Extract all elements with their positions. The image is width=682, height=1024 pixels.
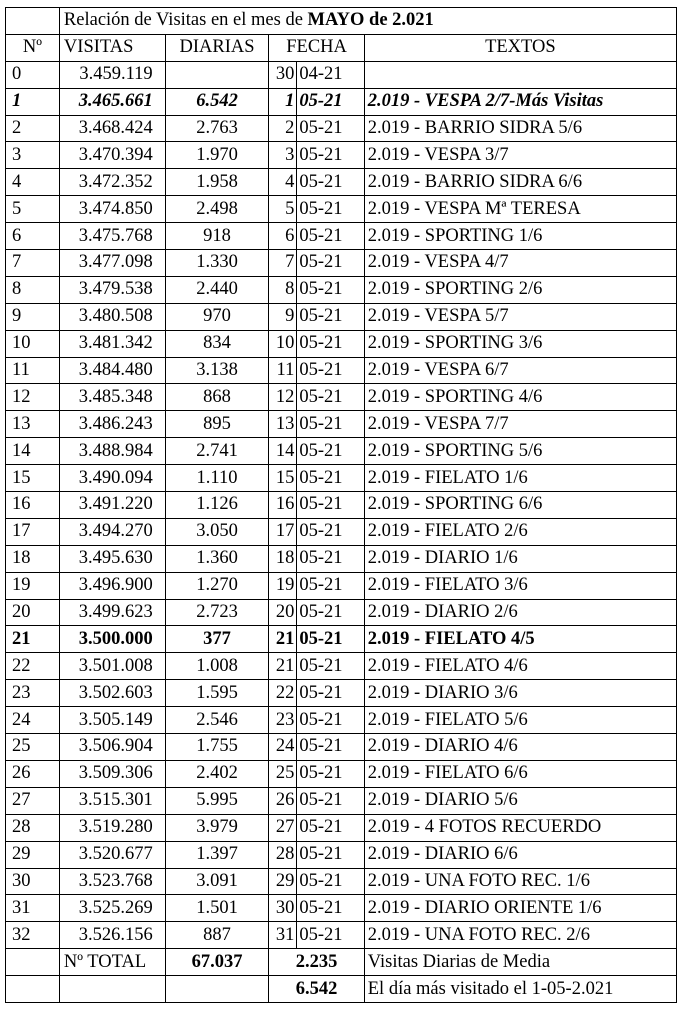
avg-text: Visitas Diarias de Media: [364, 949, 676, 976]
row-visitas: 3.472.352: [59, 169, 165, 196]
row-diarias: 1.501: [165, 895, 269, 922]
header-textos: TEXTOS: [364, 34, 676, 61]
row-visitas: 3.501.008: [59, 653, 165, 680]
row-diarias: 918: [165, 223, 269, 250]
row-day: 18: [269, 545, 297, 572]
row-visitas: 3.474.850: [59, 196, 165, 223]
row-day: 25: [269, 760, 297, 787]
row-diarias: 377: [165, 626, 269, 653]
row-diarias: 5.995: [165, 787, 269, 814]
row-texto: 2.019 - DIARIO 2/6: [364, 599, 676, 626]
row-number: 10: [6, 330, 60, 357]
row-visitas: 3.470.394: [59, 142, 165, 169]
row-day: 29: [269, 868, 297, 895]
row-number: 16: [6, 492, 60, 519]
row-diarias: 1.330: [165, 250, 269, 277]
header-diarias: DIARIAS: [165, 34, 269, 61]
row-visitas: 3.495.630: [59, 545, 165, 572]
row-number: 28: [6, 814, 60, 841]
row-number: 11: [6, 357, 60, 384]
table-row: [6, 465, 677, 492]
row-visitas: 3.484.480: [59, 357, 165, 384]
row-texto: 2.019 - VESPA 7/7: [364, 411, 676, 438]
row-month: 05-21: [297, 384, 364, 411]
row-day: 28: [269, 841, 297, 868]
row-number: 1: [6, 88, 60, 115]
row-month: 05-21: [297, 223, 364, 250]
row-number: 12: [6, 384, 60, 411]
row-day: 3: [269, 142, 297, 169]
row-visitas: 3.525.269: [59, 895, 165, 922]
row-diarias: 834: [165, 330, 269, 357]
table-row: [6, 61, 677, 88]
row-texto: 2.019 - DIARIO 5/6: [364, 787, 676, 814]
row-day: 27: [269, 814, 297, 841]
row-diarias: 2.741: [165, 438, 269, 465]
row-number: 8: [6, 276, 60, 303]
row-texto: 2.019 - UNA FOTO REC. 1/6: [364, 868, 676, 895]
row-diarias: 1.110: [165, 465, 269, 492]
row-visitas: 3.490.094: [59, 465, 165, 492]
row-month: 04-21: [297, 61, 364, 88]
row-month: 05-21: [297, 276, 364, 303]
table-row: [6, 492, 677, 519]
row-day: 10: [269, 330, 297, 357]
row-number: 20: [6, 599, 60, 626]
row-month: 05-21: [297, 196, 364, 223]
row-visitas: 3.509.306: [59, 760, 165, 787]
table-row: [6, 88, 677, 115]
total-value: 67.037: [165, 949, 269, 976]
row-number: 31: [6, 895, 60, 922]
row-day: 6: [269, 223, 297, 250]
row-texto: 2.019 - FIELATO 2/6: [364, 518, 676, 545]
row-month: 05-21: [297, 465, 364, 492]
row-day: 22: [269, 680, 297, 707]
table-row: [6, 518, 677, 545]
header-fecha: FECHA: [269, 34, 364, 61]
row-number: 27: [6, 787, 60, 814]
row-number: 22: [6, 653, 60, 680]
row-visitas: 3.486.243: [59, 411, 165, 438]
max-text: El día más visitado el 1-05-2.021: [364, 976, 676, 1003]
row-diarias: [165, 61, 269, 88]
row-diarias: 2.763: [165, 115, 269, 142]
row-diarias: 887: [165, 922, 269, 949]
row-month: 05-21: [297, 787, 364, 814]
row-number: 0: [6, 61, 60, 88]
total-row: [6, 949, 677, 976]
row-month: 05-21: [297, 545, 364, 572]
row-texto: 2.019 - 4 FOTOS RECUERDO: [364, 814, 676, 841]
row-number: 24: [6, 707, 60, 734]
row-month: 05-21: [297, 357, 364, 384]
table-row: [6, 169, 677, 196]
row-number: 29: [6, 841, 60, 868]
max-value: 6.542: [269, 976, 364, 1003]
row-diarias: 1.270: [165, 572, 269, 599]
row-day: 30: [269, 61, 297, 88]
row-diarias: 2.402: [165, 760, 269, 787]
table-row: [6, 330, 677, 357]
table-row: [6, 142, 677, 169]
row-month: 05-21: [297, 411, 364, 438]
row-texto: 2.019 - SPORTING 3/6: [364, 330, 676, 357]
row-diarias: 2.440: [165, 276, 269, 303]
row-visitas: 3.477.098: [59, 250, 165, 277]
row-texto: 2.019 - FIELATO 6/6: [364, 760, 676, 787]
row-day: 9: [269, 303, 297, 330]
row-visitas: 3.475.768: [59, 223, 165, 250]
row-diarias: 895: [165, 411, 269, 438]
row-month: 05-21: [297, 115, 364, 142]
row-texto: 2.019 - SPORTING 4/6: [364, 384, 676, 411]
row-day: 21: [269, 626, 297, 653]
row-day: 4: [269, 169, 297, 196]
row-visitas: 3.506.904: [59, 734, 165, 761]
table-row: [6, 599, 677, 626]
row-diarias: 6.542: [165, 88, 269, 115]
row-visitas: 3.459.119: [59, 61, 165, 88]
row-day: 31: [269, 922, 297, 949]
header-row: [6, 34, 677, 61]
row-visitas: 3.496.900: [59, 572, 165, 599]
row-month: 05-21: [297, 760, 364, 787]
table-row: [6, 384, 677, 411]
row-number: 15: [6, 465, 60, 492]
table-row: [6, 653, 677, 680]
row-texto: 2.019 - DIARIO 6/6: [364, 841, 676, 868]
table-row: [6, 680, 677, 707]
table-row: [6, 357, 677, 384]
row-texto: 2.019 - SPORTING 1/6: [364, 223, 676, 250]
visits-sheet: [5, 7, 677, 1003]
row-texto: 2.019 - BARRIO SIDRA 5/6: [364, 115, 676, 142]
row-month: 05-21: [297, 142, 364, 169]
row-texto: 2.019 - DIARIO 1/6: [364, 545, 676, 572]
row-month: 05-21: [297, 492, 364, 519]
row-visitas: 3.465.661: [59, 88, 165, 115]
table-row: [6, 841, 677, 868]
total-label: Nº TOTAL: [59, 949, 165, 976]
table-row: [6, 276, 677, 303]
row-diarias: 1.970: [165, 142, 269, 169]
row-diarias: 3.050: [165, 518, 269, 545]
row-diarias: 970: [165, 303, 269, 330]
table-row: [6, 626, 677, 653]
row-number: 13: [6, 411, 60, 438]
row-visitas: 3.499.623: [59, 599, 165, 626]
title-emphasis: MAYO de 2.021: [307, 10, 434, 31]
row-visitas: 3.481.342: [59, 330, 165, 357]
table-row: [6, 411, 677, 438]
table-row: [6, 787, 677, 814]
row-diarias: 3.979: [165, 814, 269, 841]
row-number: 3: [6, 142, 60, 169]
row-month: 05-21: [297, 88, 364, 115]
row-day: 20: [269, 599, 297, 626]
row-diarias: 2.498: [165, 196, 269, 223]
row-number: 25: [6, 734, 60, 761]
row-month: 05-21: [297, 707, 364, 734]
row-texto: 2.019 - DIARIO 4/6: [364, 734, 676, 761]
table-title: [59, 8, 676, 35]
row-diarias: 1.958: [165, 169, 269, 196]
row-day: 7: [269, 250, 297, 277]
row-month: 05-21: [297, 518, 364, 545]
row-texto: 2.019 - VESPA 5/7: [364, 303, 676, 330]
row-month: 05-21: [297, 680, 364, 707]
row-texto: 2.019 - VESPA Mª TERESA: [364, 196, 676, 223]
row-number: 19: [6, 572, 60, 599]
table-row: [6, 223, 677, 250]
row-texto: 2.019 - FIELATO 5/6: [364, 707, 676, 734]
row-diarias: 3.091: [165, 868, 269, 895]
row-day: 13: [269, 411, 297, 438]
row-diarias: 2.546: [165, 707, 269, 734]
row-texto: 2.019 - VESPA 2/7-Más Visitas: [364, 88, 676, 115]
row-day: 30: [269, 895, 297, 922]
row-visitas: 3.520.677: [59, 841, 165, 868]
row-diarias: 868: [165, 384, 269, 411]
row-texto: 2.019 - FIELATO 1/6: [364, 465, 676, 492]
row-day: 26: [269, 787, 297, 814]
row-month: 05-21: [297, 169, 364, 196]
table-row: [6, 707, 677, 734]
row-month: 05-21: [297, 922, 364, 949]
row-day: 2: [269, 115, 297, 142]
row-number: 17: [6, 518, 60, 545]
row-day: 17: [269, 518, 297, 545]
row-visitas: 3.479.538: [59, 276, 165, 303]
row-texto: 2.019 - DIARIO 3/6: [364, 680, 676, 707]
table-row: [6, 572, 677, 599]
row-texto: 2.019 - BARRIO SIDRA 6/6: [364, 169, 676, 196]
visits-table: [5, 7, 677, 1003]
row-visitas: 3.523.768: [59, 868, 165, 895]
row-texto: 2.019 - FIELATO 3/6: [364, 572, 676, 599]
row-visitas: 3.502.603: [59, 680, 165, 707]
table-row: [6, 734, 677, 761]
row-visitas: 3.515.301: [59, 787, 165, 814]
avg-value: 2.235: [269, 949, 364, 976]
row-day: 19: [269, 572, 297, 599]
row-number: 32: [6, 922, 60, 949]
row-month: 05-21: [297, 734, 364, 761]
row-month: 05-21: [297, 438, 364, 465]
row-number: 7: [6, 250, 60, 277]
row-diarias: 1.126: [165, 492, 269, 519]
table-row: [6, 250, 677, 277]
row-texto: 2.019 - VESPA 4/7: [364, 250, 676, 277]
table-row: [6, 868, 677, 895]
row-visitas: 3.485.348: [59, 384, 165, 411]
row-number: 9: [6, 303, 60, 330]
row-month: 05-21: [297, 250, 364, 277]
row-month: 05-21: [297, 814, 364, 841]
max-row: [6, 976, 677, 1003]
row-number: 5: [6, 196, 60, 223]
row-day: 12: [269, 384, 297, 411]
row-diarias: 1.360: [165, 545, 269, 572]
table-row: [6, 438, 677, 465]
row-diarias: 1.008: [165, 653, 269, 680]
row-visitas: 3.494.270: [59, 518, 165, 545]
row-month: 05-21: [297, 626, 364, 653]
row-number: 26: [6, 760, 60, 787]
header-n: Nº: [6, 34, 60, 61]
row-diarias: 1.755: [165, 734, 269, 761]
row-diarias: 1.397: [165, 841, 269, 868]
row-texto: [364, 61, 676, 88]
row-number: 2: [6, 115, 60, 142]
title-row: [6, 8, 677, 35]
row-month: 05-21: [297, 868, 364, 895]
row-day: 15: [269, 465, 297, 492]
row-diarias: 3.138: [165, 357, 269, 384]
row-texto: 2.019 - UNA FOTO REC. 2/6: [364, 922, 676, 949]
row-day: 5: [269, 196, 297, 223]
row-month: 05-21: [297, 895, 364, 922]
table-row: [6, 196, 677, 223]
row-month: 05-21: [297, 841, 364, 868]
header-visitas: VISITAS: [59, 34, 165, 61]
row-number: 6: [6, 223, 60, 250]
row-month: 05-21: [297, 303, 364, 330]
row-visitas: 3.491.220: [59, 492, 165, 519]
table-body: [6, 61, 677, 948]
row-day: 14: [269, 438, 297, 465]
row-texto: 2.019 - VESPA 6/7: [364, 357, 676, 384]
row-number: 18: [6, 545, 60, 572]
row-texto: 2.019 - SPORTING 5/6: [364, 438, 676, 465]
table-row: [6, 814, 677, 841]
row-texto: 2.019 - SPORTING 2/6: [364, 276, 676, 303]
row-day: 11: [269, 357, 297, 384]
row-day: 16: [269, 492, 297, 519]
row-day: 1: [269, 88, 297, 115]
table-row: [6, 115, 677, 142]
row-visitas: 3.500.000: [59, 626, 165, 653]
row-texto: 2.019 - FIELATO 4/6: [364, 653, 676, 680]
row-texto: 2.019 - FIELATO 4/5: [364, 626, 676, 653]
table-row: [6, 760, 677, 787]
row-day: 8: [269, 276, 297, 303]
row-visitas: 3.519.280: [59, 814, 165, 841]
row-texto: 2.019 - SPORTING 6/6: [364, 492, 676, 519]
row-visitas: 3.526.156: [59, 922, 165, 949]
row-month: 05-21: [297, 599, 364, 626]
row-texto: 2.019 - DIARIO ORIENTE 1/6: [364, 895, 676, 922]
table-row: [6, 895, 677, 922]
row-visitas: 3.468.424: [59, 115, 165, 142]
table-row: [6, 545, 677, 572]
table-row: [6, 922, 677, 949]
row-visitas: 3.505.149: [59, 707, 165, 734]
title-prefix: Relación de Visitas en el mes de: [63, 10, 308, 31]
row-number: 30: [6, 868, 60, 895]
row-day: 24: [269, 734, 297, 761]
row-day: 21: [269, 653, 297, 680]
row-day: 23: [269, 707, 297, 734]
row-visitas: 3.480.508: [59, 303, 165, 330]
row-number: 14: [6, 438, 60, 465]
row-month: 05-21: [297, 653, 364, 680]
row-diarias: 1.595: [165, 680, 269, 707]
row-diarias: 2.723: [165, 599, 269, 626]
table-row: [6, 303, 677, 330]
row-visitas: 3.488.984: [59, 438, 165, 465]
row-month: 05-21: [297, 572, 364, 599]
row-number: 21: [6, 626, 60, 653]
row-texto: 2.019 - VESPA 3/7: [364, 142, 676, 169]
row-number: 23: [6, 680, 60, 707]
row-month: 05-21: [297, 330, 364, 357]
row-number: 4: [6, 169, 60, 196]
